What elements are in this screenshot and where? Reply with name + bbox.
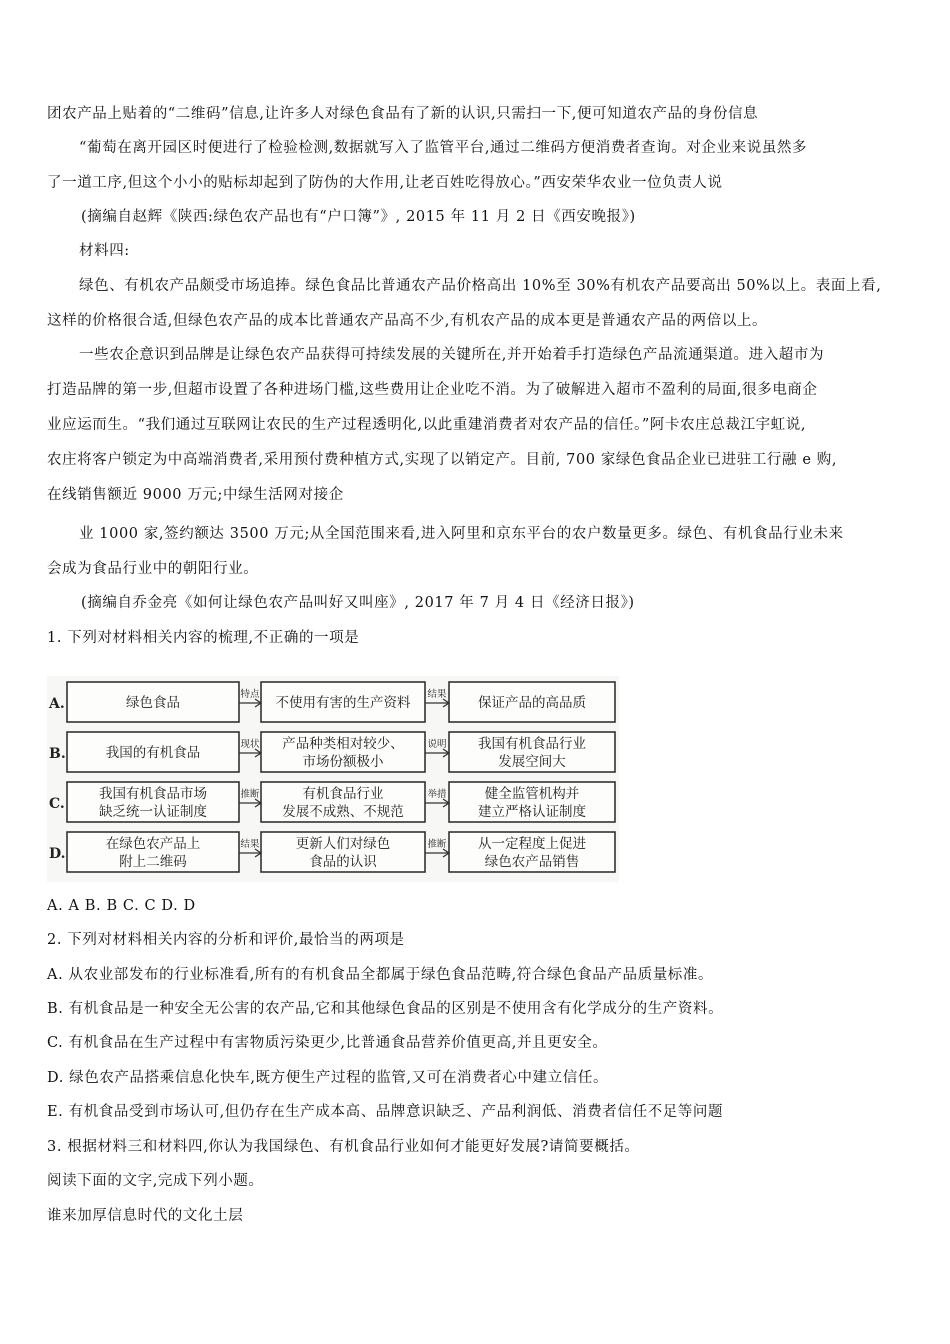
- flow-box-text: 附上二维码: [119, 854, 187, 870]
- question-3-stem: 3. 根据材料三和材料四,你认为我国绿色、有机食品行业如何才能更好发展?请简要概括。: [47, 1139, 640, 1155]
- flow-box-text: 缺乏统一认证制度: [99, 804, 207, 820]
- citation-material-4: (摘编自乔金亮《如何让绿色农产品叫好又叫座》, 2017 年 7 月 4 日《经济日报》): [81, 595, 635, 611]
- passage-line: 这样的价格很合适,但绿色农产品的成本比普通农产品高不少,有机农产品的成本更是普通农产品的两倍以上。: [47, 313, 768, 329]
- flow-box-text: 有机食品行业: [302, 786, 384, 802]
- flow-box-text: 我国有机食品行业: [478, 736, 586, 752]
- flow-box-text: 产品种类相对较少、: [282, 736, 404, 752]
- flow-box-text: 绿色农产品销售: [484, 854, 580, 870]
- material-4-heading: 材料四:: [79, 243, 130, 259]
- passage-line: 了一道工序,但这个小小的贴标却起到了防伪的大作用,让老百姓吃得放心。”西安荣华农业一位负责人说: [47, 175, 723, 191]
- passage-line: 业 1000 家,签约额达 3500 万元;从全国范围来看,进入阿里和京东平台的农户数量更多。绿色、有机食品行业未来: [79, 526, 844, 542]
- flow-box-text: 保证产品的高品质: [478, 695, 586, 711]
- flow-box-text: 更新人们对绿色: [295, 836, 391, 852]
- flow-box-text: 发展空间大: [498, 754, 566, 770]
- passage-line: 打造品牌的第一步,但超市设置了各种进场门槛,这些费用让企业吃不消。为了破解进入超市不盈利的局面,很多电商企: [47, 382, 818, 398]
- flow-arrow-label: 特点: [240, 689, 260, 700]
- question-2-option-d: D. 绿色农产品搭乘信息化快车,既方便生产过程的监管,又可在消费者心中建立信任。: [47, 1070, 609, 1086]
- flow-arrow-label: 举措: [427, 789, 447, 800]
- flow-box-text: 健全监管机构并: [484, 786, 580, 802]
- passage-line: 业应运而生。“我们通过互联网让农民的生产过程透明化,以此重建消费者对农产品的信任。”阿卡农庄总裁江宇虹说,: [47, 417, 807, 433]
- row-letter: D.: [49, 846, 66, 862]
- flow-arrow-label: 现状: [240, 739, 260, 750]
- flowchart-diagram: [47, 676, 619, 882]
- flow-box-text: 我国有机食品市场: [99, 786, 207, 802]
- flow-arrow-label: 推断: [240, 789, 260, 800]
- passage-line: 会成为食品行业中的朝阳行业。: [47, 561, 259, 577]
- passage-line: 绿色、有机农产品颇受市场追捧。绿色食品比普通农产品价格高出 10%至 30%有机农产品要高出 50%以上。表面上看,: [79, 278, 882, 294]
- flow-arrow-label: 说明: [427, 739, 447, 750]
- flow-box-text: 在绿色农产品上: [105, 836, 201, 852]
- flow-box-text: 从一定程度上促进: [478, 836, 586, 852]
- next-passage-title: 谁来加厚信息时代的文化土层: [47, 1208, 244, 1224]
- question-2-option-b: B. 有机食品是一种安全无公害的农产品,它和其他绿色食品的区别是不使用含有化学成分的生产资料。: [47, 1001, 724, 1017]
- flow-box-text: 发展不成熟、不规范: [282, 804, 404, 820]
- flow-arrow-label: 结果: [240, 839, 260, 850]
- flow-box-text: 市场份额极小: [302, 754, 384, 770]
- flow-box-text: 绿色食品: [126, 695, 180, 711]
- question-1-options: A. A B. B C. C D. D: [47, 898, 196, 914]
- question-2-option-e: E. 有机食品受到市场认可,但仍存在生产成本高、品牌意识缺乏、产品利润低、消费者信任不足等问题: [47, 1104, 724, 1120]
- passage-line: 农庄将客户锁定为中高端消费者,采用预付费种植方式,实现了以销定产。目前, 700 家绿色食品企业已进驻工行融 e 购,: [47, 452, 838, 468]
- flow-arrow-label: 结果: [427, 689, 447, 700]
- question-2-option-c: C. 有机食品在生产过程中有害物质污染更少,比普通食品营养价值更高,并且更安全。: [47, 1035, 608, 1051]
- question-1-stem: 1. 下列对材料相关内容的梳理,不正确的一项是: [47, 630, 360, 646]
- question-2-option-a: A. 从农业部发布的行业标准看,所有的有机食品全都属于绿色食品范畴,符合绿色食品产品质量标准。: [47, 967, 714, 983]
- question-2-stem: 2. 下列对材料相关内容的分析和评价,最恰当的两项是: [47, 932, 405, 948]
- passage-line: 团农产品上贴着的“二维码”信息,让许多人对绿色食品有了新的认识,只需扫一下,便可知道农产品的身份信息: [47, 106, 759, 122]
- row-letter: A.: [49, 696, 65, 712]
- flow-box-text: 食品的认识: [309, 854, 377, 870]
- reading-instruction: 阅读下面的文字,完成下列小题。: [47, 1173, 264, 1189]
- passage-line: 一些农企意识到品牌是让绿色农产品获得可持续发展的关键所在,并开始着手打造绿色产品流通渠道。进入超市为: [79, 347, 825, 363]
- row-letter: B.: [49, 746, 66, 762]
- passage-line: “葡萄在离开园区时便进行了检验检测,数据就写入了监管平台,通过二维码方便消费者查询。对企业来说虽然多: [79, 140, 808, 156]
- row-letter: C.: [49, 796, 65, 812]
- passage-line: 在线销售额近 9000 万元;中绿生活网对接企: [47, 487, 344, 503]
- flow-arrow-label: 推断: [427, 839, 447, 850]
- citation-material-3: (摘编自赵辉《陕西:绿色农产品也有“户口簿”》, 2015 年 11 月 2 日《西安晚报》): [81, 209, 636, 225]
- flow-box-text: 不使用有害的生产资料: [275, 695, 411, 711]
- flow-box-text: 我国的有机食品: [105, 745, 201, 761]
- flow-box-text: 建立严格认证制度: [478, 804, 586, 820]
